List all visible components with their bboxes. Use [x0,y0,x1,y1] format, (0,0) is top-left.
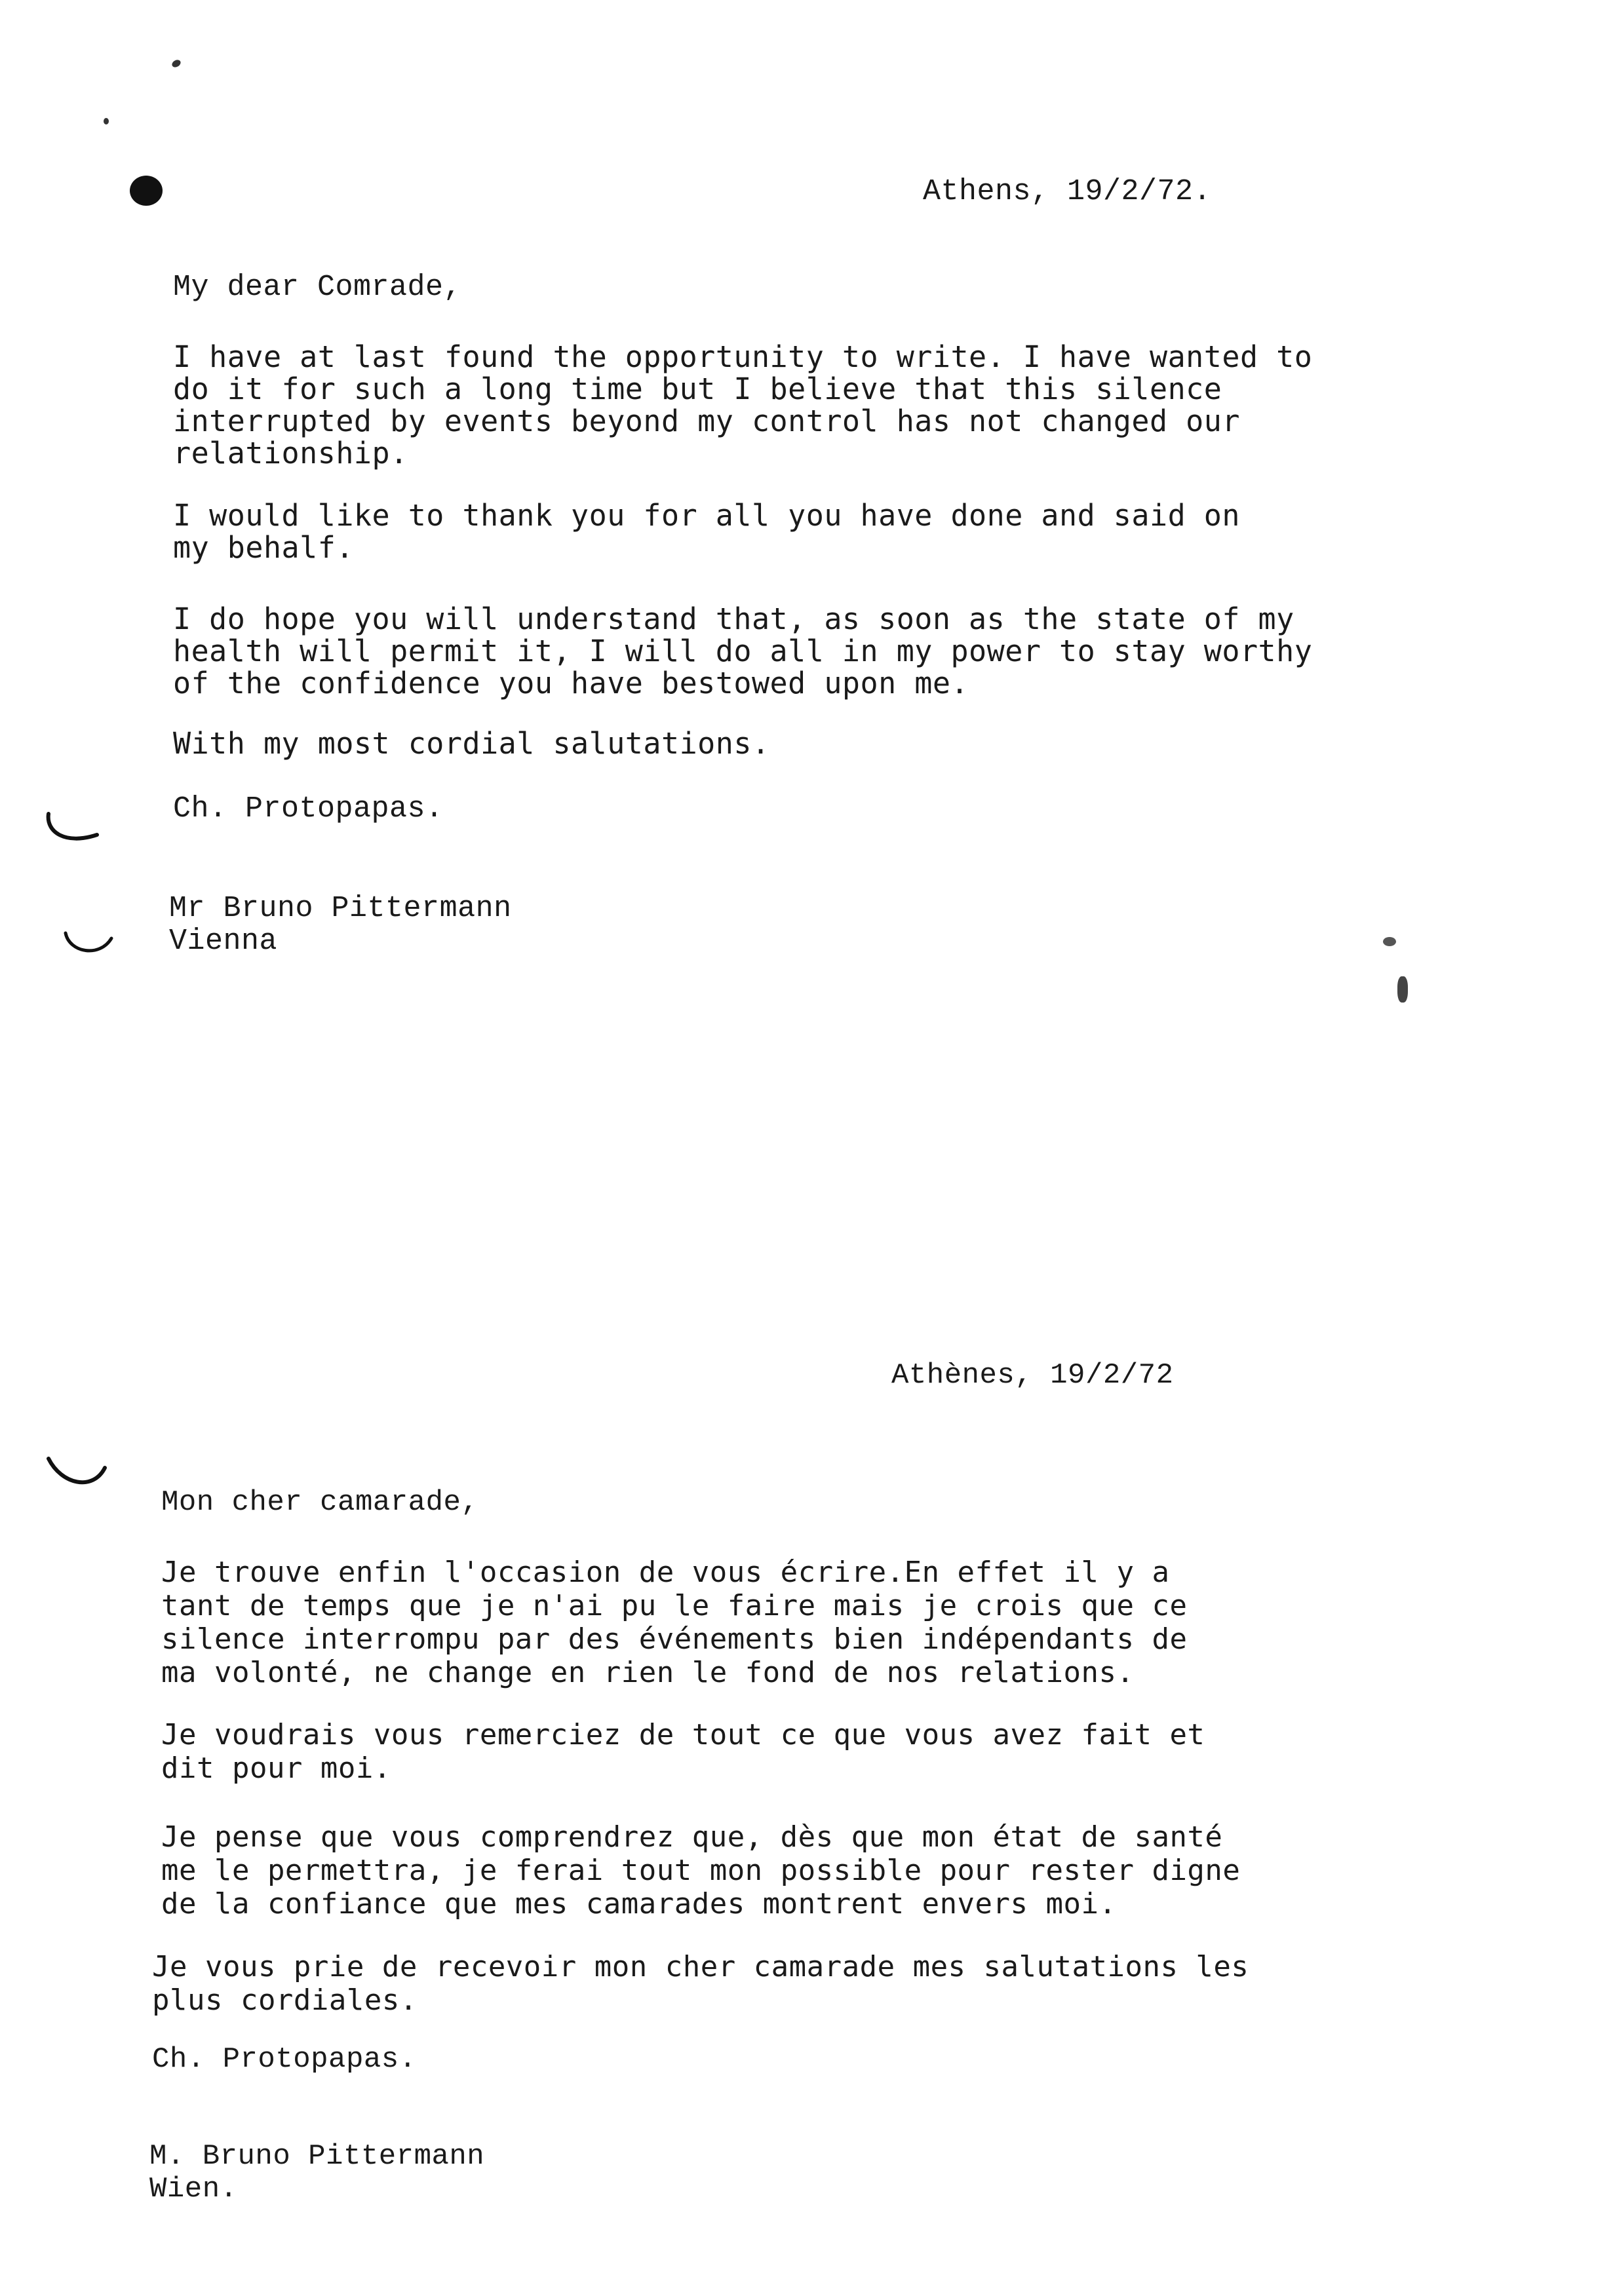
letter-date: Athènes, 19/2/72 [891,1359,1174,1392]
signature: Ch. Protopapas. [152,2043,417,2076]
signature: Ch. Protopapas. [173,792,444,826]
recipient-city: Wien. [149,2173,238,2206]
paragraph-1: I have at last found the opportunity to write. I have wanted to do it for such a long time but I believe that this silence interrupted by events beyond my control has not changed our relationship. [173,339,1313,470]
ink-speck-mark [1397,976,1408,1003]
paragraph-3: Je pense que vous comprendrez que, dès que mon état de santé me le permettra, je ferai tout mon possible pour rester digne de la confiance que mes camarades montrent envers moi. [161,1820,1241,1921]
paragraph-4: Je vous prie de recevoir mon cher camarade mes salutations les plus cordiales. [152,1950,1249,2017]
salutation: Mon cher camarade, [161,1486,479,1519]
recipient-city: Vienna [169,925,278,958]
paragraph-3: I do hope you will understand that, as soon as the state of my health will permit it, I will do all in my power to stay worthy of the confidence you have bestowed upon me. [173,602,1313,700]
recipient-name: Mr Bruno Pittermann [169,892,512,925]
ink-speck-mark [104,118,109,124]
salutation: My dear Comrade, [173,271,462,304]
paragraph-2: I would like to thank you for all you have done and said on my behalf. [173,498,1240,565]
ink-blot-mark [130,176,163,206]
punch-hole-mark-icon [39,806,105,858]
ink-speck-mark [170,58,182,69]
punch-hole-mark-icon [60,924,119,963]
letter-date: Athens, 19/2/72. [923,175,1212,208]
recipient-name: M. Bruno Pittermann [149,2140,485,2173]
ink-speck-mark [1383,937,1396,946]
punch-hole-mark-icon [42,1448,114,1501]
paragraph-4: With my most cordial salutations. [173,726,770,761]
paragraph-2: Je voudrais vous remerciez de tout ce que vous avez fait et dit pour moi. [161,1718,1205,1785]
paragraph-1: Je trouve enfin l'occasion de vous écrire.En effet il y a tant de temps que je n'ai pu le faire mais je crois que ce silence interrompu par des événements bien indépendants de ma volonté, ne change en rien le fond de nos relations. [161,1556,1188,1689]
